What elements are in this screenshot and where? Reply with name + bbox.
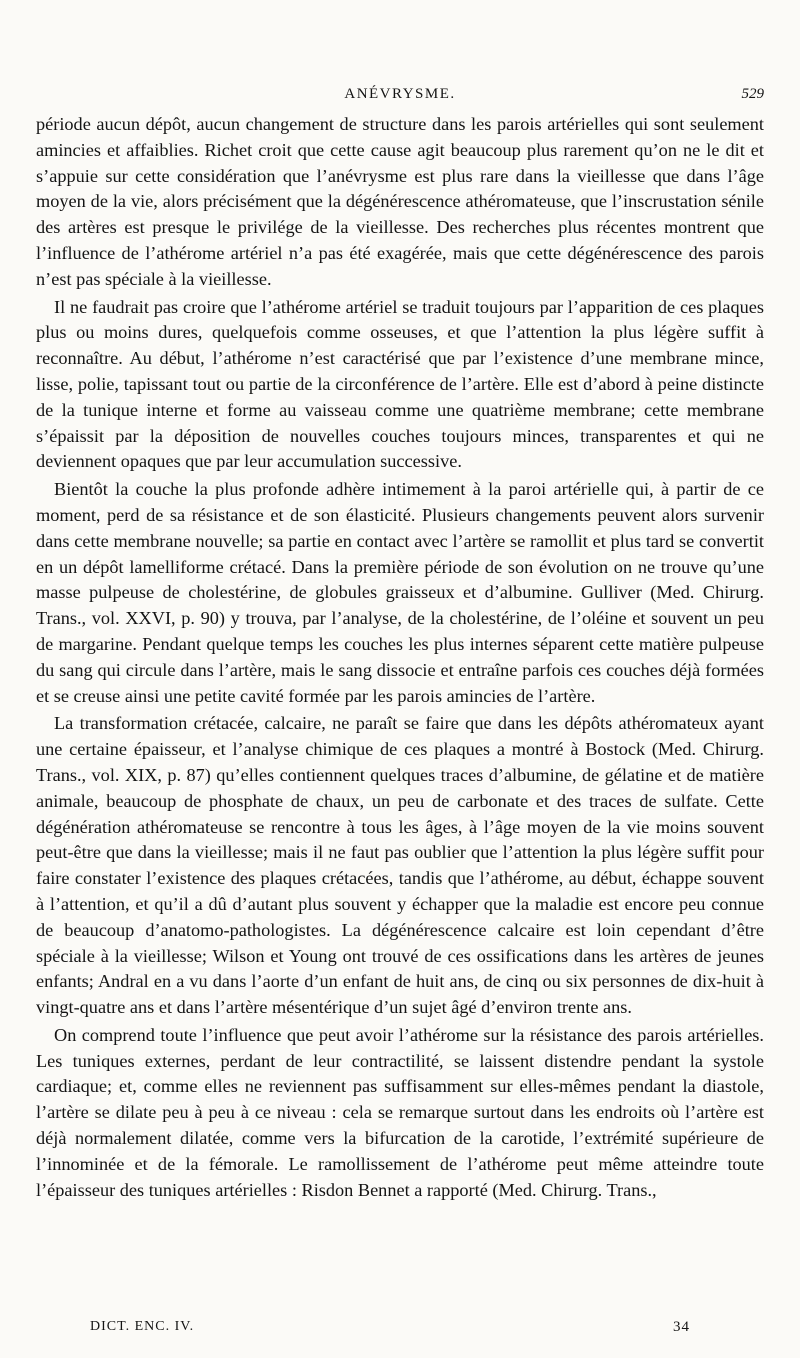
paragraph-5: On comprend toute l’influence que peut avoir l’athérome sur la résistance des parois artérielles. Les tuniques externes, perdant de leur contractilité, se laissent distendre pendant la systole cardiaque; et, comme elles ne reviennent pas suffisamment sur elles-mêmes pendant la diastole, l’artère se dilate peu à peu à ce niveau : cela se remarque surtout dans les endroits où l’artère est déjà normalement dilatée, comme vers la bifurcation de la carotide, l’extrémité supérieure de l’innominée et de la fémorale. Le ramollissement de l’athérome peut même atteindre toute l’épaisseur des tuniques artérielles : Risdon Bennet a rapporté (Med. Chirurg. Trans., [36, 1024, 764, 1200]
paragraph-3: Bientôt la couche la plus profonde adhère intimement à la paroi artérielle qui, à partir de ce moment, perd de sa résistance et de son élasticité. Plusieurs changements peuvent alors survenir dans cette membrane nouvelle; sa partie en contact avec l’artère se ramollit et plus tard se convertit en un dépôt lamelliforme crétacé. Dans la première période de son évolution on ne trouve qu’une masse pulpeuse de cholestérine, de globules graisseux et d’albumine. Gulliver (Med. Chirurg. Trans., vol. XXVI, p. 90) y trouva, par l’analyse, de la cholestérine, de l’oléine et souvent un peu de margarine. Pendant quelque temps les couches les plus internes séparent cette matière pulpeuse du sang qui circule dans l’artère, mais le sang dissocie et entraîne parfois ces couches déjà formées et se creuse ainsi une petite cavité formée par les parois amincies de l’artère. [36, 479, 764, 706]
running-title: ANÉVRYSME. [344, 86, 456, 102]
paragraph-2: Il ne faudrait pas croire que l’athérome artériel se traduit toujours par l’apparition de ces plaques plus ou moins dures, quelquefois comme osseuses, et que l’attention la plus légère suffit à reconnaître. Au début, l’athérome n’est caractérisé que par l’existence d’une membrane mince, lisse, polie, tapissant tout ou partie de la circonférence de l’artère. Elle est d’abord à peine distincte de la tunique interne et forme au vaisseau comme une quatrième membrane; cette membrane s’épaissit par la déposition de nouvelles couches toujours minces, transparentes et qui ne deviennent opaques que par leur accumulation successive. [36, 296, 764, 472]
sheet-number: 34 [673, 1319, 690, 1335]
page-number: 529 [741, 86, 764, 102]
paragraph-4: La transformation crétacée, calcaire, ne paraît se faire que dans les dépôts athéromateux ayant une certaine épaisseur, et l’analyse chimique de ces plaques a montré à Bostock (Med. Chirurg. Trans., vol. XIX, p. 87) qu’elles contiennent quelques traces d’albumine, de gélatine et de matière animale, beaucoup de phosphate de chaux, un peu de carbonate et des traces de sulfate. Cette dégénération athéromateuse se rencontre à tous les âges, à l’âge moyen de la vie moins souvent peut-être que dans la vieillesse; mais il ne faut pas oublier que l’attention la plus légère suffit pour faire constater l’existence des plaques crétacées, tandis que l’athérome, au début, échappe souvent à l’attention, et qu’il a dû d’autant plus souvent y échapper que la maladie est encore peu connue de beaucoup d’anatomo-pathologistes. La dégénérescence calcaire est loin cependant d’être spéciale à la vieillesse; Wilson et Young ont trouvé de ces ossifications dans les artères de jeunes enfants; Andral en a vu dans l’aorte d’un enfant de huit ans, de cinq ou six personnes de dix-huit à vingt-quatre ans et dans l’artère mésentérique d’un sujet âgé d’environ trente ans. [36, 713, 764, 1018]
running-header [36, 82, 764, 106]
page-footer [90, 1319, 690, 1339]
paragraph-1: période aucun dépôt, aucun changement de structure dans les parois artérielles qui sont seulement amincies et affaiblies. Richet croit que cette cause agit beaucoup plus rarement qu’on ne le dit et s’appuie sur cette considération que l’anévrysme est plus rare dans la vieillesse que dans l’âge moyen de la vie, alors précisément que la dégénérescence athéromateuse, que l’inscrustation sénile des artères est presque le privilége de la vieillesse. Des recherches plus récentes montrent que l’influence de l’athérome artériel n’a pas été exagérée, mais que cette dégénérescence des parois n’est pas spéciale à la vieillesse. [36, 114, 764, 289]
body-text [36, 112, 764, 1203]
printer-signature: DICT. ENC. IV. [90, 1319, 195, 1334]
